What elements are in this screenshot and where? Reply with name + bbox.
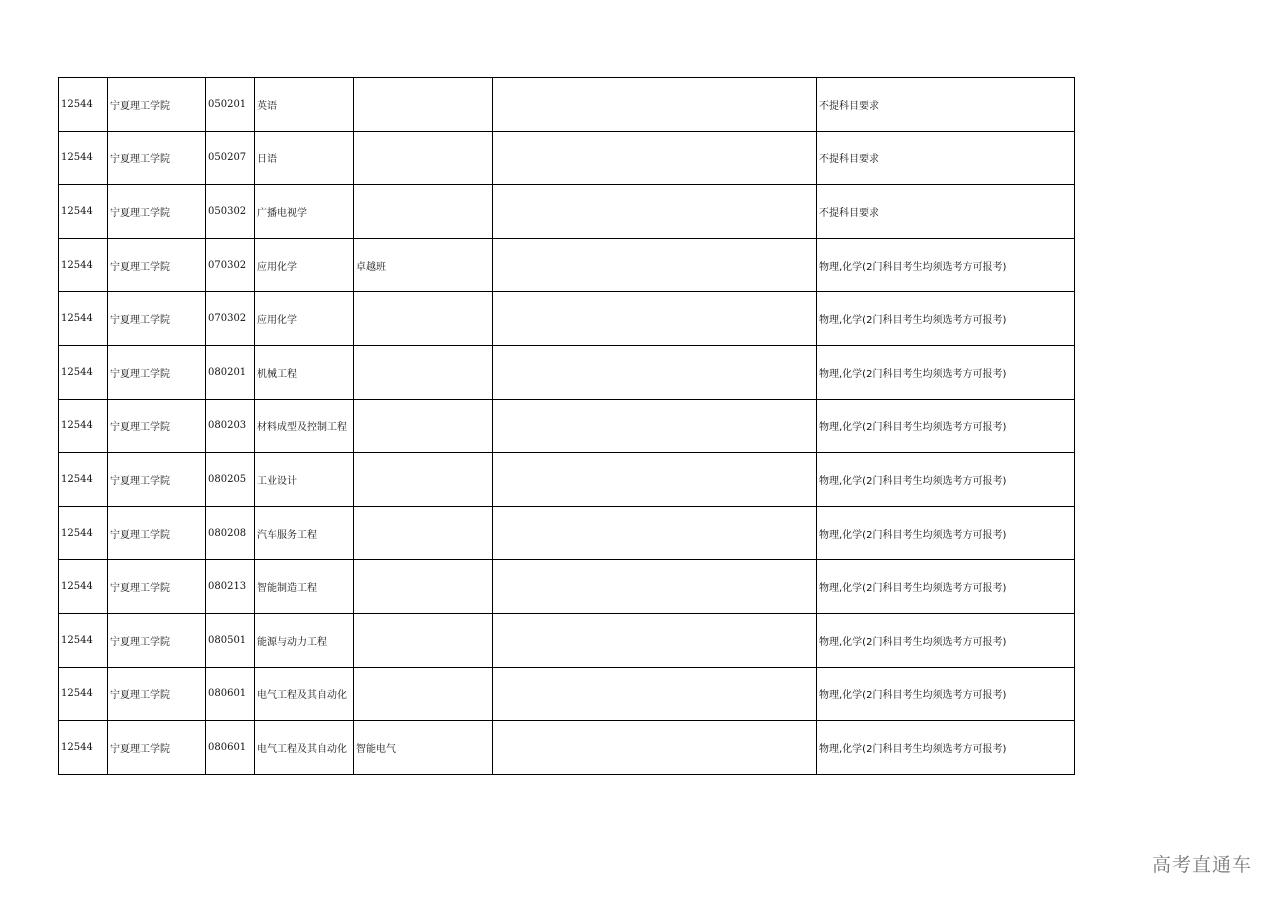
cell-major-code: 050201 xyxy=(206,78,255,132)
cell-extra xyxy=(493,131,817,185)
table-row xyxy=(59,238,1075,292)
table-body xyxy=(59,78,1075,775)
cell-major-code: 080205 xyxy=(206,453,255,507)
table-row xyxy=(59,721,1075,775)
cell-extra xyxy=(493,78,817,132)
cell-school-code: 12544 xyxy=(59,131,108,185)
cell-major-note xyxy=(354,667,493,721)
cell-major-note xyxy=(354,613,493,667)
cell-extra xyxy=(493,721,817,775)
cell-major-name: 电气工程及其自动化 xyxy=(255,721,354,775)
cell-major-note xyxy=(354,560,493,614)
cell-school-name: 宁夏理工学院 xyxy=(108,613,206,667)
table-row xyxy=(59,506,1075,560)
cell-major-code: 080208 xyxy=(206,506,255,560)
watermark-text: 高考直通车 xyxy=(1151,854,1252,876)
cell-major-code: 050207 xyxy=(206,131,255,185)
cell-subject-requirement: 物理,化学(2门科目考生均须选考方可报考) xyxy=(817,453,1075,507)
cell-extra xyxy=(493,667,817,721)
cell-major-code: 070302 xyxy=(206,238,255,292)
cell-major-name: 广播电视学 xyxy=(255,185,354,239)
cell-extra xyxy=(493,453,817,507)
cell-major-note xyxy=(354,345,493,399)
cell-extra xyxy=(493,613,817,667)
cell-major-name: 智能制造工程 xyxy=(255,560,354,614)
cell-major-name: 日语 xyxy=(255,131,354,185)
cell-school-code: 12544 xyxy=(59,560,108,614)
cell-school-name: 宁夏理工学院 xyxy=(108,292,206,346)
cell-extra xyxy=(493,238,817,292)
cell-extra xyxy=(493,560,817,614)
cell-major-note: 智能电气 xyxy=(354,721,493,775)
cell-school-name: 宁夏理工学院 xyxy=(108,560,206,614)
cell-subject-requirement: 物理,化学(2门科目考生均须选考方可报考) xyxy=(817,721,1075,775)
cell-major-code: 080213 xyxy=(206,560,255,614)
table-row xyxy=(59,613,1075,667)
cell-subject-requirement: 不提科目要求 xyxy=(817,185,1075,239)
cell-extra xyxy=(493,185,817,239)
cell-major-note xyxy=(354,453,493,507)
cell-extra xyxy=(493,399,817,453)
cell-subject-requirement: 物理,化学(2门科目考生均须选考方可报考) xyxy=(817,345,1075,399)
subject-requirements-table xyxy=(58,77,1075,775)
cell-school-code: 12544 xyxy=(59,185,108,239)
cell-major-name: 英语 xyxy=(255,78,354,132)
cell-major-name: 材料成型及控制工程 xyxy=(255,399,354,453)
cell-school-code: 12544 xyxy=(59,238,108,292)
cell-school-code: 12544 xyxy=(59,506,108,560)
cell-subject-requirement: 物理,化学(2门科目考生均须选考方可报考) xyxy=(817,560,1075,614)
cell-school-name: 宁夏理工学院 xyxy=(108,667,206,721)
cell-major-note xyxy=(354,292,493,346)
cell-subject-requirement: 物理,化学(2门科目考生均须选考方可报考) xyxy=(817,399,1075,453)
cell-subject-requirement: 物理,化学(2门科目考生均须选考方可报考) xyxy=(817,238,1075,292)
cell-major-note xyxy=(354,78,493,132)
cell-school-name: 宁夏理工学院 xyxy=(108,399,206,453)
cell-school-code: 12544 xyxy=(59,78,108,132)
cell-school-code: 12544 xyxy=(59,292,108,346)
cell-school-name: 宁夏理工学院 xyxy=(108,185,206,239)
table-row xyxy=(59,185,1075,239)
table-row xyxy=(59,399,1075,453)
cell-major-name: 应用化学 xyxy=(255,292,354,346)
cell-school-name: 宁夏理工学院 xyxy=(108,131,206,185)
cell-subject-requirement: 物理,化学(2门科目考生均须选考方可报考) xyxy=(817,667,1075,721)
cell-subject-requirement: 物理,化学(2门科目考生均须选考方可报考) xyxy=(817,506,1075,560)
cell-school-name: 宁夏理工学院 xyxy=(108,78,206,132)
cell-major-code: 080601 xyxy=(206,721,255,775)
table-row xyxy=(59,345,1075,399)
table-row xyxy=(59,78,1075,132)
cell-school-code: 12544 xyxy=(59,667,108,721)
cell-major-name: 能源与动力工程 xyxy=(255,613,354,667)
cell-subject-requirement: 不提科目要求 xyxy=(817,131,1075,185)
cell-school-name: 宁夏理工学院 xyxy=(108,238,206,292)
cell-major-note xyxy=(354,131,493,185)
cell-major-name: 汽车服务工程 xyxy=(255,506,354,560)
cell-major-code: 080601 xyxy=(206,667,255,721)
cell-school-name: 宁夏理工学院 xyxy=(108,506,206,560)
cell-extra xyxy=(493,292,817,346)
cell-major-note xyxy=(354,399,493,453)
cell-school-code: 12544 xyxy=(59,399,108,453)
cell-school-name: 宁夏理工学院 xyxy=(108,721,206,775)
cell-school-name: 宁夏理工学院 xyxy=(108,453,206,507)
cell-major-name: 应用化学 xyxy=(255,238,354,292)
cell-major-code: 050302 xyxy=(206,185,255,239)
cell-major-code: 080203 xyxy=(206,399,255,453)
table-row xyxy=(59,667,1075,721)
cell-school-code: 12544 xyxy=(59,453,108,507)
cell-school-name: 宁夏理工学院 xyxy=(108,345,206,399)
cell-school-code: 12544 xyxy=(59,345,108,399)
cell-major-note: 卓越班 xyxy=(354,238,493,292)
cell-major-name: 机械工程 xyxy=(255,345,354,399)
cell-subject-requirement: 物理,化学(2门科目考生均须选考方可报考) xyxy=(817,613,1075,667)
table-row xyxy=(59,453,1075,507)
cell-major-note xyxy=(354,506,493,560)
cell-major-name: 工业设计 xyxy=(255,453,354,507)
table-row xyxy=(59,292,1075,346)
table-row xyxy=(59,131,1075,185)
cell-major-code: 070302 xyxy=(206,292,255,346)
cell-major-code: 080201 xyxy=(206,345,255,399)
cell-extra xyxy=(493,506,817,560)
cell-subject-requirement: 物理,化学(2门科目考生均须选考方可报考) xyxy=(817,292,1075,346)
table-row xyxy=(59,560,1075,614)
cell-school-code: 12544 xyxy=(59,721,108,775)
cell-extra xyxy=(493,345,817,399)
cell-major-name: 电气工程及其自动化 xyxy=(255,667,354,721)
cell-school-code: 12544 xyxy=(59,613,108,667)
cell-major-code: 080501 xyxy=(206,613,255,667)
cell-subject-requirement: 不提科目要求 xyxy=(817,78,1075,132)
cell-major-note xyxy=(354,185,493,239)
